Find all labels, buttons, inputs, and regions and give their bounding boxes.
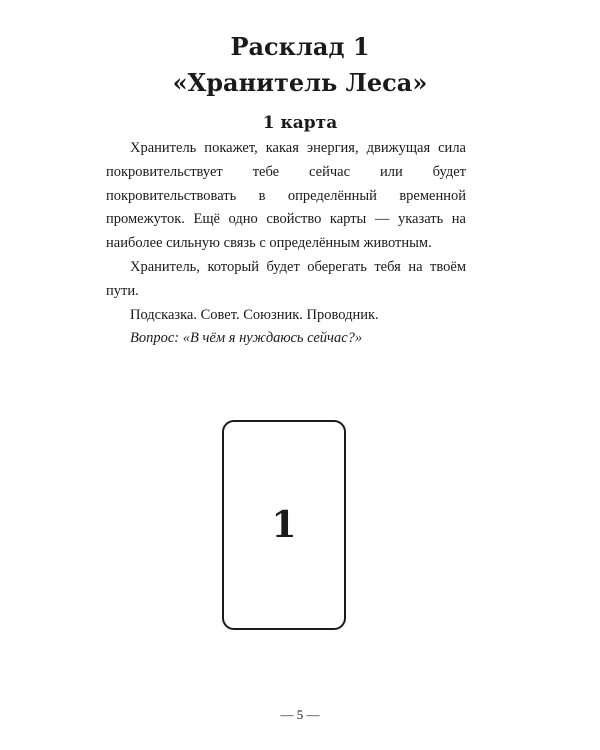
card-position-number: 1	[271, 504, 297, 546]
hint-line: Подсказка. Совет. Союзник. Проводник.	[130, 306, 379, 323]
card-count-heading: 1 карта	[262, 113, 338, 133]
card-position-1	[222, 420, 346, 630]
spread-description	[106, 137, 466, 351]
description-paragraph: Хранитель покажет, какая энергия, движущая сила покровительствует тебе сейчас или будет покровительствовать в определённый временной промежуток. Ещё одно свойство карты — указать на наиболее сильную связь с определённым животным.	[106, 140, 466, 252]
spread-name: «Хранитель Леса»	[172, 68, 428, 97]
guardian-paragraph: Хранитель, который будет оберегать тебя на твоём пути.	[106, 258, 466, 299]
question-line: Вопрос: «В чём я нуждаюсь сейчас?»	[130, 330, 363, 347]
spread-title: Расклад 1	[230, 32, 370, 61]
page-number: — 5 —	[280, 707, 320, 722]
